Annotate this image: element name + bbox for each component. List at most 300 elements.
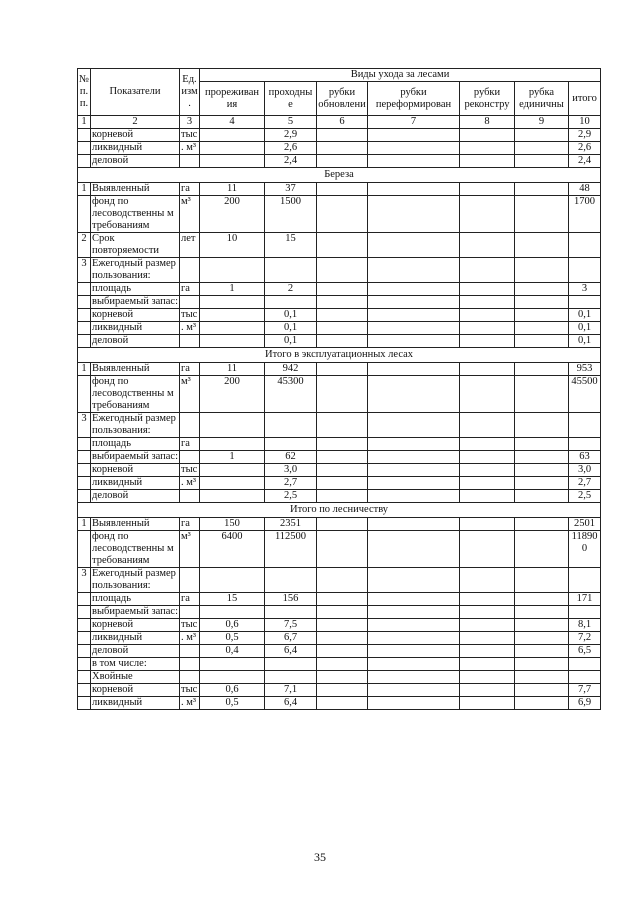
row-value [200, 129, 265, 142]
row-value [200, 464, 265, 477]
row-value [515, 376, 569, 413]
row-value [569, 258, 601, 283]
row-value [515, 671, 569, 684]
row-value: 1700 [569, 196, 601, 233]
row-value: 2 [265, 283, 317, 296]
row-value: 156 [265, 593, 317, 606]
table-header [78, 69, 601, 129]
row-value [515, 632, 569, 645]
row-value [200, 658, 265, 671]
row-value [460, 671, 515, 684]
row-label: корневой [91, 129, 180, 142]
row-number [78, 632, 91, 645]
row-unit: тыс [180, 309, 200, 322]
table-row [78, 490, 601, 503]
row-value [317, 684, 368, 697]
row-value [515, 658, 569, 671]
table-row [78, 309, 601, 322]
row-value: 7,1 [265, 684, 317, 697]
row-unit: м³ [180, 531, 200, 568]
row-number [78, 593, 91, 606]
column-header: итого [569, 82, 601, 116]
row-value [569, 568, 601, 593]
row-value [460, 451, 515, 464]
row-value [317, 155, 368, 168]
row-unit [180, 296, 200, 309]
table-row [78, 376, 601, 413]
row-value: 0,1 [569, 322, 601, 335]
row-label: корневой [91, 619, 180, 632]
table-row [78, 142, 601, 155]
row-value [317, 632, 368, 645]
row-value [317, 322, 368, 335]
row-value: 7,2 [569, 632, 601, 645]
row-value [515, 196, 569, 233]
table-row [78, 531, 601, 568]
table-row [78, 593, 601, 606]
row-value [460, 155, 515, 168]
row-value [515, 645, 569, 658]
row-unit [180, 645, 200, 658]
row-value [265, 658, 317, 671]
row-value [317, 376, 368, 413]
row-number [78, 490, 91, 503]
column-header: прореживан ия [200, 82, 265, 116]
row-value: 11 [200, 183, 265, 196]
column-number: 4 [200, 116, 265, 129]
row-value: 2,6 [569, 142, 601, 155]
row-value [317, 296, 368, 309]
row-unit: га [180, 518, 200, 531]
row-value: 48 [569, 183, 601, 196]
row-value [317, 619, 368, 632]
row-value: 3 [569, 283, 601, 296]
column-number: 2 [91, 116, 180, 129]
table-row [78, 632, 601, 645]
header-unit: Ед. изм. [180, 69, 200, 116]
row-value [460, 196, 515, 233]
row-value: 62 [265, 451, 317, 464]
row-number: 1 [78, 363, 91, 376]
row-value [460, 142, 515, 155]
row-value: 942 [265, 363, 317, 376]
row-value: 2,7 [265, 477, 317, 490]
row-value [515, 413, 569, 438]
row-value [317, 196, 368, 233]
row-value [569, 296, 601, 309]
row-value [368, 283, 460, 296]
row-value [460, 645, 515, 658]
column-header: рубки переформирован [368, 82, 460, 116]
table-row [78, 645, 601, 658]
row-value [515, 568, 569, 593]
row-value [460, 129, 515, 142]
row-unit: тыс [180, 684, 200, 697]
row-number [78, 697, 91, 710]
row-value [200, 438, 265, 451]
row-value: 2,9 [569, 129, 601, 142]
row-value [368, 438, 460, 451]
table-row [78, 697, 601, 710]
row-value [317, 671, 368, 684]
row-number [78, 296, 91, 309]
row-number [78, 658, 91, 671]
row-number [78, 464, 91, 477]
row-value [317, 490, 368, 503]
row-number [78, 684, 91, 697]
row-unit: га [180, 363, 200, 376]
row-value: 200 [200, 196, 265, 233]
table-row [78, 258, 601, 283]
row-value: 2501 [569, 518, 601, 531]
row-value [368, 142, 460, 155]
row-value [368, 518, 460, 531]
header-indicators: Показатели [91, 69, 180, 116]
table-row [78, 477, 601, 490]
row-value: 171 [569, 593, 601, 606]
row-value: 7,7 [569, 684, 601, 697]
column-number: 8 [460, 116, 515, 129]
row-value [368, 413, 460, 438]
row-label: Ежегодный размер пользования: [91, 258, 180, 283]
row-value [515, 593, 569, 606]
row-value: 6,7 [265, 632, 317, 645]
row-value: 3,0 [569, 464, 601, 477]
row-value [460, 697, 515, 710]
row-unit: га [180, 283, 200, 296]
row-value [368, 477, 460, 490]
row-value: 1 [200, 451, 265, 464]
row-value: 2351 [265, 518, 317, 531]
row-value [317, 438, 368, 451]
row-label: Ежегодный размер пользования: [91, 568, 180, 593]
row-value [460, 568, 515, 593]
table-row [78, 568, 601, 593]
row-number [78, 376, 91, 413]
row-value [368, 645, 460, 658]
row-value [515, 233, 569, 258]
row-value [368, 309, 460, 322]
column-number: 1 [78, 116, 91, 129]
row-value: 200 [200, 376, 265, 413]
section-title-row [78, 503, 601, 518]
row-unit [180, 671, 200, 684]
row-value [317, 518, 368, 531]
row-unit [180, 413, 200, 438]
row-unit [180, 606, 200, 619]
row-value [368, 376, 460, 413]
row-value [515, 477, 569, 490]
column-header: проходны е [265, 82, 317, 116]
row-number [78, 619, 91, 632]
row-number [78, 645, 91, 658]
row-value [460, 258, 515, 283]
row-value [460, 309, 515, 322]
row-number [78, 155, 91, 168]
row-label: в том числе: [91, 658, 180, 671]
row-number [78, 322, 91, 335]
row-label: деловой [91, 490, 180, 503]
row-value: 0,5 [200, 632, 265, 645]
table-row [78, 451, 601, 464]
row-value [368, 258, 460, 283]
row-number [78, 451, 91, 464]
row-label: корневой [91, 464, 180, 477]
row-value [368, 155, 460, 168]
row-value: 0,1 [569, 309, 601, 322]
row-value [265, 258, 317, 283]
row-value [368, 233, 460, 258]
row-value [515, 438, 569, 451]
row-value [317, 645, 368, 658]
row-value [460, 335, 515, 348]
row-unit: м³ [180, 196, 200, 233]
page-number: 35 [314, 850, 326, 864]
table-row [78, 464, 601, 477]
table-row [78, 658, 601, 671]
row-number: 1 [78, 183, 91, 196]
row-value [460, 658, 515, 671]
row-label: Выявленный [91, 518, 180, 531]
row-value: 6,9 [569, 697, 601, 710]
row-value: 2,5 [265, 490, 317, 503]
row-number [78, 438, 91, 451]
row-value: 63 [569, 451, 601, 464]
table-row [78, 413, 601, 438]
row-value [368, 671, 460, 684]
row-value [515, 309, 569, 322]
row-value [515, 258, 569, 283]
row-value [460, 363, 515, 376]
table-row [78, 619, 601, 632]
row-value: 1 [200, 283, 265, 296]
table-row [78, 129, 601, 142]
row-value [200, 296, 265, 309]
row-value [368, 619, 460, 632]
row-label: Выявленный [91, 363, 180, 376]
row-value: 0,1 [265, 309, 317, 322]
row-unit: га [180, 438, 200, 451]
row-value [368, 632, 460, 645]
row-value [200, 335, 265, 348]
row-value [368, 593, 460, 606]
row-value: 15 [200, 593, 265, 606]
row-value [200, 258, 265, 283]
row-number [78, 196, 91, 233]
row-value: 0,5 [200, 697, 265, 710]
row-value [460, 632, 515, 645]
row-unit [180, 568, 200, 593]
row-value [368, 697, 460, 710]
row-unit [180, 658, 200, 671]
row-label: ликвидный [91, 632, 180, 645]
column-header: рубки обновлени [317, 82, 368, 116]
row-number [78, 142, 91, 155]
row-unit [180, 335, 200, 348]
row-unit: тыс [180, 129, 200, 142]
row-value [460, 477, 515, 490]
row-value [368, 451, 460, 464]
row-value [515, 684, 569, 697]
row-label: ликвидный [91, 477, 180, 490]
row-value [368, 568, 460, 593]
section-title-row [78, 168, 601, 183]
row-value: 6,5 [569, 645, 601, 658]
row-value: 6,4 [265, 697, 317, 710]
row-value: 37 [265, 183, 317, 196]
row-value [515, 129, 569, 142]
row-value [460, 413, 515, 438]
column-number: 6 [317, 116, 368, 129]
table-row [78, 283, 601, 296]
row-value [265, 413, 317, 438]
row-value [317, 658, 368, 671]
row-value [200, 568, 265, 593]
row-value [460, 490, 515, 503]
row-value [317, 283, 368, 296]
row-unit: . м³ [180, 142, 200, 155]
row-value: 45300 [265, 376, 317, 413]
row-number: 3 [78, 568, 91, 593]
row-value [460, 464, 515, 477]
row-value [368, 335, 460, 348]
row-number: 3 [78, 258, 91, 283]
row-value [317, 606, 368, 619]
table-row [78, 233, 601, 258]
row-value [515, 335, 569, 348]
row-value: 0,1 [569, 335, 601, 348]
row-value: 1500 [265, 196, 317, 233]
row-value [569, 606, 601, 619]
row-value [317, 363, 368, 376]
row-value [515, 183, 569, 196]
row-value [460, 283, 515, 296]
row-value [317, 451, 368, 464]
row-value [200, 606, 265, 619]
row-value [368, 658, 460, 671]
row-value [368, 490, 460, 503]
row-value [317, 697, 368, 710]
row-value [317, 258, 368, 283]
row-value: 0,4 [200, 645, 265, 658]
table-row [78, 322, 601, 335]
column-number: 5 [265, 116, 317, 129]
row-unit: м³ [180, 376, 200, 413]
row-value: 10 [200, 233, 265, 258]
row-value [200, 322, 265, 335]
row-unit: . м³ [180, 632, 200, 645]
row-unit: тыс [180, 464, 200, 477]
table-row [78, 196, 601, 233]
row-number [78, 129, 91, 142]
row-number [78, 283, 91, 296]
row-value [317, 142, 368, 155]
row-unit [180, 490, 200, 503]
column-number: 10 [569, 116, 601, 129]
row-value [265, 438, 317, 451]
row-label: деловой [91, 645, 180, 658]
row-value: 112500 [265, 531, 317, 568]
row-value [265, 296, 317, 309]
row-number [78, 531, 91, 568]
row-label: корневой [91, 309, 180, 322]
column-number: 9 [515, 116, 569, 129]
row-value [569, 438, 601, 451]
row-unit: га [180, 593, 200, 606]
row-value [200, 671, 265, 684]
row-unit: га [180, 183, 200, 196]
row-value [317, 593, 368, 606]
row-value [317, 183, 368, 196]
table-row [78, 684, 601, 697]
row-unit: . м³ [180, 697, 200, 710]
row-value [368, 296, 460, 309]
table-row [78, 183, 601, 196]
row-value: 2,4 [569, 155, 601, 168]
row-value [200, 309, 265, 322]
row-value [317, 531, 368, 568]
row-value [368, 363, 460, 376]
row-value [317, 464, 368, 477]
row-value [265, 671, 317, 684]
row-value [368, 183, 460, 196]
row-value: 150 [200, 518, 265, 531]
row-value [200, 142, 265, 155]
row-value [368, 531, 460, 568]
table-row [78, 363, 601, 376]
row-value [515, 142, 569, 155]
row-value [460, 183, 515, 196]
row-label: выбираемый запас: [92, 296, 179, 307]
row-label: ликвидный [91, 322, 180, 335]
row-value [317, 568, 368, 593]
row-label: Ежегодный размер пользования: [91, 413, 180, 438]
section-title: Итого в эксплуатационных лесах [78, 348, 601, 363]
row-value [515, 296, 569, 309]
row-label: фонд по лесоводственны м требованиям [91, 196, 180, 233]
row-value: 6,4 [265, 645, 317, 658]
forest-care-table [77, 68, 601, 710]
table-row [78, 671, 601, 684]
row-number [78, 335, 91, 348]
row-value [460, 619, 515, 632]
row-value: 0,6 [200, 684, 265, 697]
row-value [515, 363, 569, 376]
row-value: 0,1 [265, 335, 317, 348]
row-number [78, 671, 91, 684]
row-value [200, 413, 265, 438]
row-value [368, 322, 460, 335]
row-value: 15 [265, 233, 317, 258]
section-title: Береза [78, 168, 601, 183]
row-value: 11 [200, 363, 265, 376]
row-label: площадь [91, 438, 180, 451]
row-value [368, 606, 460, 619]
row-value [569, 413, 601, 438]
column-header: рубки реконстру [460, 82, 515, 116]
row-value [368, 196, 460, 233]
row-value [317, 477, 368, 490]
row-value [265, 568, 317, 593]
row-unit [180, 155, 200, 168]
row-unit: тыс [180, 619, 200, 632]
row-value [368, 129, 460, 142]
row-value [317, 129, 368, 142]
row-value: 0,6 [200, 619, 265, 632]
row-value [515, 531, 569, 568]
row-value [200, 155, 265, 168]
row-value [460, 593, 515, 606]
